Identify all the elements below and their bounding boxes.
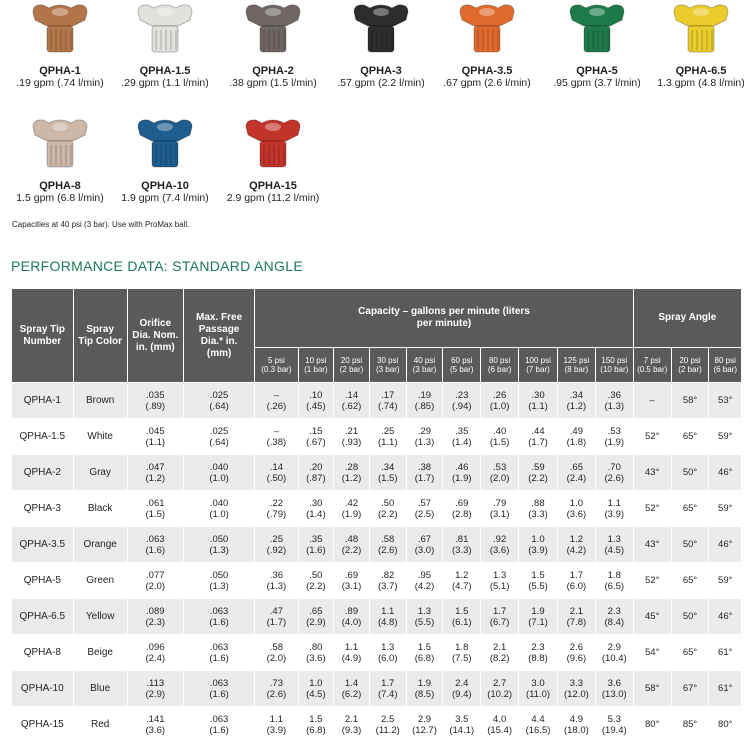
cell-spray-angle: 54° bbox=[633, 635, 671, 671]
tip-name: QPHA-1.5 bbox=[139, 65, 191, 77]
cell-spray-angle: 85° bbox=[671, 707, 709, 743]
table-row bbox=[12, 599, 742, 635]
tip-card bbox=[0, 0, 120, 89]
header-capacity-pressure: 60 psi (5 bar) bbox=[443, 348, 481, 383]
cell-capacity: 1.1 (3.9) bbox=[595, 491, 633, 527]
tip-card bbox=[105, 115, 225, 204]
cell-tip-number: QPHA-1.5 bbox=[12, 419, 74, 455]
cell-capacity: – (.26) bbox=[255, 383, 298, 419]
header-angle-pressure: 7 psi (0.5 bar) bbox=[633, 348, 671, 383]
tip-capacity: .95 gpm (3.7 l/min) bbox=[553, 77, 641, 89]
table-row bbox=[12, 419, 742, 455]
tip-card bbox=[105, 0, 225, 89]
cell-capacity: .44 (1.7) bbox=[519, 419, 558, 455]
cell-passage: .050 (1.3) bbox=[183, 563, 254, 599]
cell-capacity: .36 (1.3) bbox=[255, 563, 298, 599]
cell-capacity: .47 (1.7) bbox=[255, 599, 298, 635]
cell-capacity: 1.8 (6.5) bbox=[595, 563, 633, 599]
cell-capacity: .53 (1.9) bbox=[595, 419, 633, 455]
cell-orifice: .061 (1.5) bbox=[127, 491, 183, 527]
cell-orifice: .045 (1.1) bbox=[127, 419, 183, 455]
cell-capacity: .19 (.85) bbox=[406, 383, 443, 419]
cell-orifice: .089 (2.3) bbox=[127, 599, 183, 635]
cell-capacity: .23 (.94) bbox=[443, 383, 481, 419]
cell-capacity: .14 (.62) bbox=[334, 383, 370, 419]
cell-capacity: 4.9 (18.0) bbox=[557, 707, 595, 743]
cell-capacity: .17 (.74) bbox=[369, 383, 406, 419]
cell-capacity: – (.38) bbox=[255, 419, 298, 455]
cell-tip-number: QPHA-3.5 bbox=[12, 527, 74, 563]
cell-capacity: .29 (1.3) bbox=[406, 419, 443, 455]
section-title: PERFORMANCE DATA: STANDARD ANGLE bbox=[11, 258, 303, 274]
cell-capacity: .42 (1.9) bbox=[334, 491, 370, 527]
table-row bbox=[12, 671, 742, 707]
cell-capacity: 2.3 (8.8) bbox=[519, 635, 558, 671]
cell-capacity: 3.5 (14.1) bbox=[443, 707, 481, 743]
cell-capacity: .73 (2.6) bbox=[255, 671, 298, 707]
tip-capacity: .19 gpm (.74 l/min) bbox=[16, 77, 104, 89]
cell-capacity: 1.7 (7.4) bbox=[369, 671, 406, 707]
tip-name: QPHA-5 bbox=[576, 65, 618, 77]
cell-capacity: 1.0 (4.5) bbox=[298, 671, 334, 707]
cell-orifice: .077 (2.0) bbox=[127, 563, 183, 599]
cell-spray-angle: 67° bbox=[671, 671, 709, 707]
cell-capacity: .59 (2.2) bbox=[519, 455, 558, 491]
cell-capacity: .26 (1.0) bbox=[481, 383, 519, 419]
cell-tip-number: QPHA-1 bbox=[12, 383, 74, 419]
cell-passage: .050 (1.3) bbox=[183, 527, 254, 563]
cell-capacity: 1.7 (6.7) bbox=[481, 599, 519, 635]
header-capacity-pressure: 40 psi (3 bar) bbox=[406, 348, 443, 383]
cell-capacity: .48 (2.2) bbox=[334, 527, 370, 563]
cell-capacity: .50 (2.2) bbox=[369, 491, 406, 527]
cell-capacity: .95 (4.2) bbox=[406, 563, 443, 599]
cell-spray-angle: 65° bbox=[671, 635, 709, 671]
cell-capacity: .89 (4.0) bbox=[334, 599, 370, 635]
cell-capacity: 1.1 (4.8) bbox=[369, 599, 406, 635]
cell-capacity: .28 (1.2) bbox=[334, 455, 370, 491]
cell-capacity: 2.9 (12.7) bbox=[406, 707, 443, 743]
cell-capacity: .58 (2.6) bbox=[369, 527, 406, 563]
header-capacity-pressure: 5 psi (0.3 bar) bbox=[255, 348, 298, 383]
cell-spray-angle: 50° bbox=[671, 527, 709, 563]
spray-tip-image bbox=[668, 0, 734, 62]
cell-tip-number: QPHA-10 bbox=[12, 671, 74, 707]
tip-name: QPHA-15 bbox=[249, 180, 297, 192]
cell-tip-number: QPHA-6.5 bbox=[12, 599, 74, 635]
cell-capacity: .50 (2.2) bbox=[298, 563, 334, 599]
header-capacity-pressure: 100 psi (7 bar) bbox=[519, 348, 558, 383]
cell-capacity: .80 (3.6) bbox=[298, 635, 334, 671]
cell-capacity: .34 (1.5) bbox=[369, 455, 406, 491]
cell-tip-color: Beige bbox=[73, 635, 127, 671]
cell-capacity: .58 (2.0) bbox=[255, 635, 298, 671]
tip-card bbox=[641, 0, 753, 89]
cell-tip-color: Orange bbox=[73, 527, 127, 563]
cell-capacity: 1.3 (5.1) bbox=[481, 563, 519, 599]
tip-capacity: 1.3 gpm (4.8 l/min) bbox=[657, 77, 745, 89]
cell-capacity: 2.3 (8.4) bbox=[595, 599, 633, 635]
cell-passage: .025 (.64) bbox=[183, 419, 254, 455]
cell-capacity: 2.7 (10.2) bbox=[481, 671, 519, 707]
cell-tip-color: Brown bbox=[73, 383, 127, 419]
cell-capacity: .81 (3.3) bbox=[443, 527, 481, 563]
tip-capacity: 1.5 gpm (6.8 l/min) bbox=[16, 192, 104, 204]
table-row bbox=[12, 491, 742, 527]
cell-capacity: 1.5 (5.5) bbox=[519, 563, 558, 599]
cell-capacity: .34 (1.2) bbox=[557, 383, 595, 419]
cell-passage: .040 (1.0) bbox=[183, 491, 254, 527]
cell-capacity: 2.1 (9.3) bbox=[334, 707, 370, 743]
cell-capacity: 2.1 (7.8) bbox=[557, 599, 595, 635]
cell-tip-color: Blue bbox=[73, 671, 127, 707]
table-row bbox=[12, 383, 742, 419]
cell-tip-color: Red bbox=[73, 707, 127, 743]
cell-spray-angle: 65° bbox=[671, 563, 709, 599]
cell-capacity: .92 (3.6) bbox=[481, 527, 519, 563]
cell-passage: .025 (.64) bbox=[183, 383, 254, 419]
cell-capacity: .65 (2.9) bbox=[298, 599, 334, 635]
cell-capacity: .35 (1.6) bbox=[298, 527, 334, 563]
cell-orifice: .096 (2.4) bbox=[127, 635, 183, 671]
spray-tip-image bbox=[27, 0, 93, 62]
cell-capacity: 1.0 (3.9) bbox=[519, 527, 558, 563]
cell-capacity: 2.6 (9.6) bbox=[557, 635, 595, 671]
cell-capacity: 3.3 (12.0) bbox=[557, 671, 595, 707]
cell-capacity: .38 (1.7) bbox=[406, 455, 443, 491]
tip-capacity: .57 gpm (2.2 l/min) bbox=[337, 77, 425, 89]
cell-capacity: .14 (.50) bbox=[255, 455, 298, 491]
tip-name: QPHA-8 bbox=[39, 180, 81, 192]
tip-name: QPHA-1 bbox=[39, 65, 81, 77]
cell-spray-angle: 58° bbox=[633, 671, 671, 707]
header-capacity-pressure: 125 psi (8 bar) bbox=[557, 348, 595, 383]
cell-spray-angle: 50° bbox=[671, 599, 709, 635]
header-capacity-pressure: 80 psi (6 bar) bbox=[481, 348, 519, 383]
cell-spray-angle: 52° bbox=[633, 419, 671, 455]
spray-tip-image bbox=[564, 0, 630, 62]
cell-spray-angle: 59° bbox=[709, 419, 742, 455]
cell-spray-angle: 43° bbox=[633, 527, 671, 563]
tip-card bbox=[537, 0, 657, 89]
cell-capacity: 1.1 (4.9) bbox=[334, 635, 370, 671]
cell-spray-angle: 50° bbox=[671, 455, 709, 491]
spray-tip-image bbox=[454, 0, 520, 62]
cell-spray-angle: 45° bbox=[633, 599, 671, 635]
cell-capacity: 1.8 (7.5) bbox=[443, 635, 481, 671]
cell-orifice: .035 (.89) bbox=[127, 383, 183, 419]
tip-name: QPHA-2 bbox=[252, 65, 294, 77]
cell-passage: .063 (1.6) bbox=[183, 707, 254, 743]
tip-name: QPHA-6.5 bbox=[675, 65, 727, 77]
cell-capacity: .49 (1.8) bbox=[557, 419, 595, 455]
cell-capacity: .25 (.92) bbox=[255, 527, 298, 563]
header-orifice-dia: Orifice Dia. Nom. in. (mm) bbox=[127, 289, 183, 383]
cell-tip-color: Gray bbox=[73, 455, 127, 491]
cell-tip-color: Green bbox=[73, 563, 127, 599]
cell-tip-number: QPHA-15 bbox=[12, 707, 74, 743]
tip-card bbox=[0, 115, 120, 204]
cell-passage: .040 (1.0) bbox=[183, 455, 254, 491]
tip-capacity: .38 gpm (1.5 l/min) bbox=[229, 77, 317, 89]
cell-spray-angle: 80° bbox=[633, 707, 671, 743]
tip-capacity: .29 gpm (1.1 l/min) bbox=[121, 77, 209, 89]
header-capacity-pressure: 10 psi (1 bar) bbox=[298, 348, 334, 383]
cell-capacity: 2.4 (9.4) bbox=[443, 671, 481, 707]
cell-spray-angle: 52° bbox=[633, 563, 671, 599]
header-angle-pressure: 20 psi (2 bar) bbox=[671, 348, 709, 383]
header-capacity-pressure: 20 psi (2 bar) bbox=[334, 348, 370, 383]
cell-spray-angle: 46° bbox=[709, 455, 742, 491]
cell-capacity: 1.2 (4.7) bbox=[443, 563, 481, 599]
table-row bbox=[12, 455, 742, 491]
cell-capacity: 1.5 (6.8) bbox=[298, 707, 334, 743]
cell-capacity: 2.5 (11.2) bbox=[369, 707, 406, 743]
header-spray-tip-number: Spray Tip Number bbox=[12, 289, 74, 383]
cell-capacity: 1.3 (6.0) bbox=[369, 635, 406, 671]
tip-capacity: 2.9 gpm (11.2 l/min) bbox=[226, 192, 320, 204]
cell-capacity: 1.3 (5.5) bbox=[406, 599, 443, 635]
cell-capacity: 1.4 (6.2) bbox=[334, 671, 370, 707]
tip-card bbox=[321, 0, 441, 89]
header-spray-tip-color: Spray Tip Color bbox=[73, 289, 127, 383]
spray-tip-image bbox=[240, 0, 306, 62]
cell-spray-angle: 46° bbox=[709, 527, 742, 563]
cell-capacity: .70 (2.6) bbox=[595, 455, 633, 491]
cell-capacity: .25 (1.1) bbox=[369, 419, 406, 455]
cell-spray-angle: 43° bbox=[633, 455, 671, 491]
cell-spray-angle: 59° bbox=[709, 563, 742, 599]
table-row bbox=[12, 527, 742, 563]
cell-capacity: .35 (1.4) bbox=[443, 419, 481, 455]
spray-tip-image bbox=[132, 115, 198, 177]
header-angle-pressure: 80 psi (6 bar) bbox=[709, 348, 742, 383]
header-row-main bbox=[12, 289, 742, 348]
cell-capacity: .57 (2.5) bbox=[406, 491, 443, 527]
tip-name: QPHA-3 bbox=[360, 65, 402, 77]
cell-spray-angle: 59° bbox=[709, 491, 742, 527]
cell-orifice: .113 (2.9) bbox=[127, 671, 183, 707]
cell-capacity: 1.0 (3.6) bbox=[557, 491, 595, 527]
table-row bbox=[12, 563, 742, 599]
cell-capacity: .53 (2.0) bbox=[481, 455, 519, 491]
footnote: Capacities at 40 psi (3 bar). Use with ProMax ball. bbox=[12, 220, 190, 229]
cell-passage: .063 (1.6) bbox=[183, 599, 254, 635]
cell-orifice: .047 (1.2) bbox=[127, 455, 183, 491]
spray-tip-image bbox=[132, 0, 198, 62]
cell-passage: .063 (1.6) bbox=[183, 671, 254, 707]
header-capacity-pressure: 150 psi (10 bar) bbox=[595, 348, 633, 383]
cell-capacity: 1.5 (6.8) bbox=[406, 635, 443, 671]
cell-tip-number: QPHA-8 bbox=[12, 635, 74, 671]
cell-spray-angle: 46° bbox=[709, 599, 742, 635]
performance-table bbox=[11, 288, 742, 743]
spray-tip-image bbox=[348, 0, 414, 62]
cell-spray-angle: 65° bbox=[671, 491, 709, 527]
cell-tip-number: QPHA-5 bbox=[12, 563, 74, 599]
cell-capacity: .69 (2.8) bbox=[443, 491, 481, 527]
cell-capacity: 1.2 (4.2) bbox=[557, 527, 595, 563]
cell-capacity: 2.1 (8.2) bbox=[481, 635, 519, 671]
cell-capacity: .36 (1.3) bbox=[595, 383, 633, 419]
cell-orifice: .141 (3.6) bbox=[127, 707, 183, 743]
cell-capacity: 1.1 (3.9) bbox=[255, 707, 298, 743]
cell-capacity: 3.6 (13.0) bbox=[595, 671, 633, 707]
cell-capacity: .22 (.79) bbox=[255, 491, 298, 527]
cell-capacity: .30 (1.1) bbox=[519, 383, 558, 419]
cell-spray-angle: 80° bbox=[709, 707, 742, 743]
header-spray-angle: Spray Angle bbox=[633, 289, 741, 348]
cell-capacity: 1.9 (7.1) bbox=[519, 599, 558, 635]
cell-capacity: .10 (.45) bbox=[298, 383, 334, 419]
cell-tip-number: QPHA-2 bbox=[12, 455, 74, 491]
cell-capacity: 1.9 (8.5) bbox=[406, 671, 443, 707]
cell-passage: .063 (1.6) bbox=[183, 635, 254, 671]
cell-spray-angle: 65° bbox=[671, 419, 709, 455]
cell-spray-angle: – bbox=[633, 383, 671, 419]
cell-capacity: 4.0 (15.4) bbox=[481, 707, 519, 743]
performance-table-body bbox=[12, 383, 742, 743]
tip-card bbox=[213, 115, 333, 204]
cell-capacity: .15 (.67) bbox=[298, 419, 334, 455]
spray-tip-image bbox=[27, 115, 93, 177]
cell-capacity: 1.5 (6.1) bbox=[443, 599, 481, 635]
cell-spray-angle: 58° bbox=[671, 383, 709, 419]
cell-capacity: .20 (.87) bbox=[298, 455, 334, 491]
cell-spray-angle: 52° bbox=[633, 491, 671, 527]
cell-capacity: .46 (1.9) bbox=[443, 455, 481, 491]
cell-capacity: .82 (3.7) bbox=[369, 563, 406, 599]
spray-tip-image bbox=[240, 115, 306, 177]
cell-capacity: .88 (3.3) bbox=[519, 491, 558, 527]
table-row bbox=[12, 707, 742, 743]
cell-capacity: .21 (.93) bbox=[334, 419, 370, 455]
tip-name: QPHA-10 bbox=[141, 180, 189, 192]
cell-capacity: 1.7 (6.0) bbox=[557, 563, 595, 599]
cell-capacity: 1.3 (4.5) bbox=[595, 527, 633, 563]
cell-capacity: .40 (1.5) bbox=[481, 419, 519, 455]
cell-tip-color: Yellow bbox=[73, 599, 127, 635]
cell-tip-color: Black bbox=[73, 491, 127, 527]
cell-capacity: .67 (3.0) bbox=[406, 527, 443, 563]
cell-capacity: 3.0 (11.0) bbox=[519, 671, 558, 707]
cell-orifice: .063 (1.6) bbox=[127, 527, 183, 563]
tip-capacity: .67 gpm (2.6 l/min) bbox=[443, 77, 531, 89]
cell-tip-color: White bbox=[73, 419, 127, 455]
table-row bbox=[12, 635, 742, 671]
cell-tip-number: QPHA-3 bbox=[12, 491, 74, 527]
cell-spray-angle: 61° bbox=[709, 671, 742, 707]
cell-capacity: 4.4 (16.5) bbox=[519, 707, 558, 743]
cell-capacity: .30 (1.4) bbox=[298, 491, 334, 527]
header-capacity: Capacity – gallons per minute (liters per minute) bbox=[255, 289, 634, 348]
cell-capacity: .65 (2.4) bbox=[557, 455, 595, 491]
tip-card bbox=[427, 0, 547, 89]
tip-card bbox=[213, 0, 333, 89]
cell-capacity: 5.3 (19.4) bbox=[595, 707, 633, 743]
cell-capacity: .79 (3.1) bbox=[481, 491, 519, 527]
cell-spray-angle: 61° bbox=[709, 635, 742, 671]
header-capacity-pressure: 30 psi (3 bar) bbox=[369, 348, 406, 383]
cell-capacity: 2.9 (10.4) bbox=[595, 635, 633, 671]
cell-capacity: .69 (3.1) bbox=[334, 563, 370, 599]
tip-name: QPHA-3.5 bbox=[461, 65, 513, 77]
header-max-free-passage: Max. Free Passage Dia.* in. (mm) bbox=[183, 289, 254, 383]
tip-capacity: 1.9 gpm (7.4 l/min) bbox=[121, 192, 209, 204]
cell-spray-angle: 53° bbox=[709, 383, 742, 419]
